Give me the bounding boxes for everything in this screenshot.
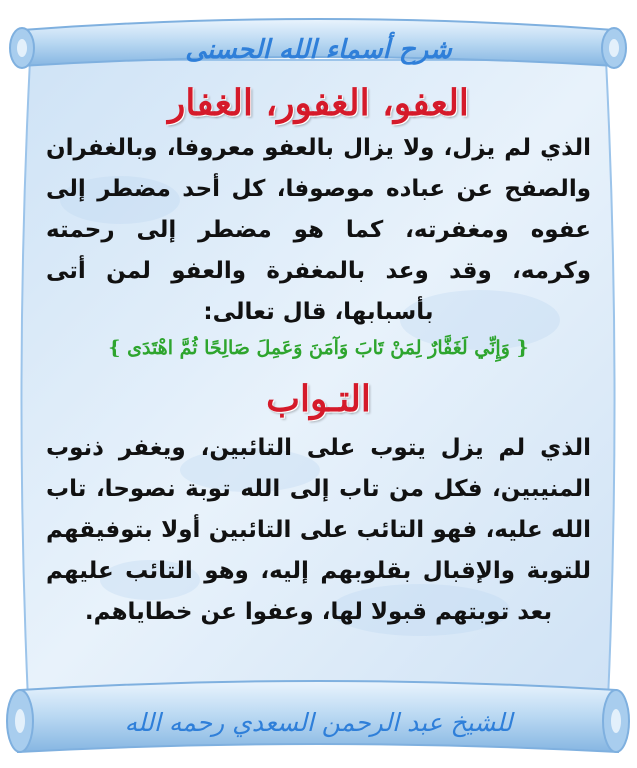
- scroll-content: [40, 28, 597, 634]
- section-title-tawwab: التـواب: [266, 378, 371, 420]
- author-attribution: للشيخ عبد الرحمن السعدي رحمه الله: [124, 708, 513, 737]
- section-body-forgiveness: الذي لم يزل، ولا يزال بالعفو معروفا، وبالغفران والصفح عن عباده موصوفا، كل أحد مضطر إلى عفوه ومغفرته، كما هو مضطر إلى رحمته وكرمه، وقد وعد بالمغفرة والعفو لمن أتى بأسبابها، قال تعالى:: [46, 135, 591, 325]
- section-title-afuw-ghafur-ghaffar: العفو، الغفور، الغفار: [168, 82, 469, 124]
- quran-verse: { وَإِنِّي لَغَفَّارٌ لِمَنْ تَابَ وَآمَنَ وَعَمِلَ صَالِحًا ثُمَّ اهْتَدَى }: [108, 337, 529, 359]
- section-body-repentance: الذي لم يزل يتوب على التائبين، ويغفر ذنوب المنيبين، فكل من تاب إلى الله توبة نصوحا، تاب الله عليه، فهو التائب على التائبين أولا بتوفيقهم للتوبة والإقبال بقلوبهم إليه، وهو التائب عليهم بعد توبتهم قبولا لها، وعفوا عن خطاياهم.: [46, 435, 591, 625]
- series-title: شرح أسماء الله الحسنى: [185, 35, 452, 65]
